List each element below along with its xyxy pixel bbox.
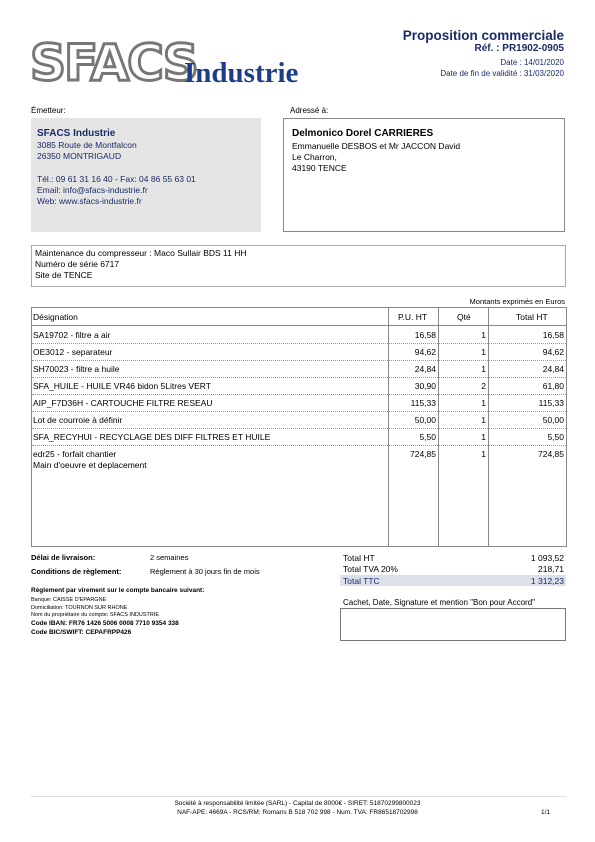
total-ht-row xyxy=(340,552,566,563)
row-quantity: 1 xyxy=(481,364,486,374)
validity-date: Date de fin de validité : 31/03/2020 xyxy=(440,69,564,78)
bank-title: Règlement par virement sur le compte bancaire suivant: xyxy=(31,587,205,594)
row-unit-price: 115,33 xyxy=(410,398,436,408)
object-line-2: Numéro de série 6717 xyxy=(35,259,120,269)
total-tva-label: Total TVA 20% xyxy=(343,564,398,574)
row-designation: SFA_RECYHUI - RECYCLAGE DES DIFF FILTRES ET HUILE xyxy=(33,432,271,442)
bank-bic: Code BIC/SWIFT: CEPAFRPP426 xyxy=(31,629,132,636)
table-row xyxy=(32,411,566,429)
recipient-address-1: Le Charron, xyxy=(292,152,337,162)
row-designation: SH70023 - filtre a huile xyxy=(33,364,120,374)
header-designation: Désignation xyxy=(33,312,78,322)
recipient-address-2: 43190 TENCE xyxy=(292,163,347,173)
payment-label: Conditions de règlement: xyxy=(31,567,122,576)
row-unit-price: 50,00 xyxy=(414,415,436,425)
total-tva-row xyxy=(340,563,566,574)
row-total: 50,00 xyxy=(542,415,564,425)
table-row xyxy=(32,394,566,412)
row-unit-price: 5,50 xyxy=(419,432,436,442)
sender-block xyxy=(31,118,261,232)
table-row xyxy=(32,343,566,361)
row-quantity: 1 xyxy=(481,347,486,357)
row-unit-price: 16,58 xyxy=(414,330,436,340)
recipient-label: Adressé à: xyxy=(290,106,329,115)
table-row xyxy=(32,326,566,344)
row-quantity: 1 xyxy=(481,415,486,425)
table-row xyxy=(32,445,566,525)
sender-web: Web: www.sfacs-industrie.fr xyxy=(37,196,142,206)
row-unit-price: 724,85 xyxy=(410,449,436,459)
sender-name: SFACS Industrie xyxy=(37,128,116,139)
header-total: Total HT xyxy=(516,312,548,322)
row-quantity: 2 xyxy=(481,381,486,391)
signature-label: Cachet, Date, Signature et mention "Bon pour Accord" xyxy=(343,598,536,607)
row-total: 724,85 xyxy=(538,449,564,459)
table-row xyxy=(32,360,566,378)
object-block xyxy=(31,245,566,287)
page-number: 1/1 xyxy=(540,809,550,816)
sender-address-1: 3085 Route de Montfalcon xyxy=(37,140,137,150)
row-total: 61,80 xyxy=(542,381,564,391)
table-row xyxy=(32,377,566,395)
row-total: 24,84 xyxy=(542,364,564,374)
row-quantity: 1 xyxy=(481,398,486,408)
signature-box[interactable] xyxy=(340,608,566,641)
total-ttc-value: 1 312,23 xyxy=(530,576,564,586)
row-quantity: 1 xyxy=(481,432,486,442)
object-line-1: Maintenance du compresseur : Maco Sullair BDS 11 HH xyxy=(35,248,247,258)
row-total: 115,33 xyxy=(538,398,564,408)
total-ttc-label: Total TTC xyxy=(343,576,380,586)
total-ht-label: Total HT xyxy=(343,553,375,563)
recipient-block xyxy=(283,118,565,232)
row-total: 5,50 xyxy=(547,432,564,442)
currency-note: Montants exprimés en Euros xyxy=(469,297,565,306)
row-unit-price: 24,84 xyxy=(414,364,436,374)
recipient-contact: Emmanuelle DESBOS et Mr JACCON David xyxy=(292,141,461,151)
total-ttc-row xyxy=(340,575,566,586)
header-quantity: Qté xyxy=(457,312,471,322)
bank-owner: Nom du propriétaire du compte: SFACS INDUSTRIE xyxy=(31,612,160,618)
sender-phone: Tél.: 09 61 31 16 40 - Fax: 04 86 55 63 01 xyxy=(37,174,196,184)
document-reference: Réf. : PR1902-0905 xyxy=(474,43,564,54)
sender-email: Email: info@sfacs-industrie.fr xyxy=(37,185,148,195)
row-total: 16,58 xyxy=(542,330,564,340)
row-designation: SA19702 - filtre a air xyxy=(33,330,111,340)
footer-divider xyxy=(31,796,567,797)
company-logo xyxy=(30,30,320,90)
object-line-3: Site de TENCE xyxy=(35,270,93,280)
header-unit-price: P.U. HT xyxy=(398,312,428,322)
logo-subtext: Industrie xyxy=(184,57,299,89)
table-row xyxy=(32,428,566,446)
delivery-label: Délai de livraison: xyxy=(31,553,96,562)
row-unit-price: 30,90 xyxy=(414,381,436,391)
logo-text: SFACS xyxy=(30,34,197,90)
row-quantity: 1 xyxy=(481,330,486,340)
sender-label: Émetteur: xyxy=(31,106,66,115)
document-title: Proposition commerciale xyxy=(402,28,564,43)
row-designation-detail: Main d'oeuvre et deplacement xyxy=(33,460,147,470)
row-designation: edr25 - forfait chantier xyxy=(33,449,117,459)
row-quantity: 1 xyxy=(481,449,486,459)
total-tva-value: 218,71 xyxy=(538,564,564,574)
row-designation: Lot de courroie à définir xyxy=(33,415,123,425)
row-unit-price: 94,62 xyxy=(414,347,436,357)
payment-value: Règlement à 30 jours fin de mois xyxy=(150,567,260,576)
bank-name: Banque: CAISSE D'EPARGNE xyxy=(31,597,107,603)
bank-domiciliation: Domiciliation: TOURNON SUR RHONE xyxy=(31,605,128,611)
items-table xyxy=(31,307,567,547)
bank-iban: Code IBAN: FR76 1426 5006 0008 7710 9354 338 xyxy=(31,620,179,627)
recipient-name: Delmonico Dorel CARRIERES xyxy=(292,128,434,139)
row-designation: AIP_F7D36H - CARTOUCHE FILTRE RESEAU xyxy=(33,398,213,408)
row-designation: SFA_HUILE - HUILE VR46 bidon 5Litres VERT xyxy=(33,381,211,391)
delivery-value: 2 semaines xyxy=(150,553,189,562)
footer-legal-1: Société à responsabilité limitée (SARL) - Capital de 8000€ - SIRET: 51870299800023 xyxy=(174,800,421,807)
sender-address-2: 26350 MONTRIGAUD xyxy=(37,151,122,161)
footer-legal-2: NAF-APE: 4669A - RCS/RM: Romans B 518 702 998 - Num. TVA: FR86518702998 xyxy=(177,809,418,816)
row-total: 94,62 xyxy=(542,347,564,357)
total-ht-value: 1 093,52 xyxy=(530,553,564,563)
row-designation: OE3012 - separateur xyxy=(33,347,113,357)
document-date: Date : 14/01/2020 xyxy=(500,58,564,67)
